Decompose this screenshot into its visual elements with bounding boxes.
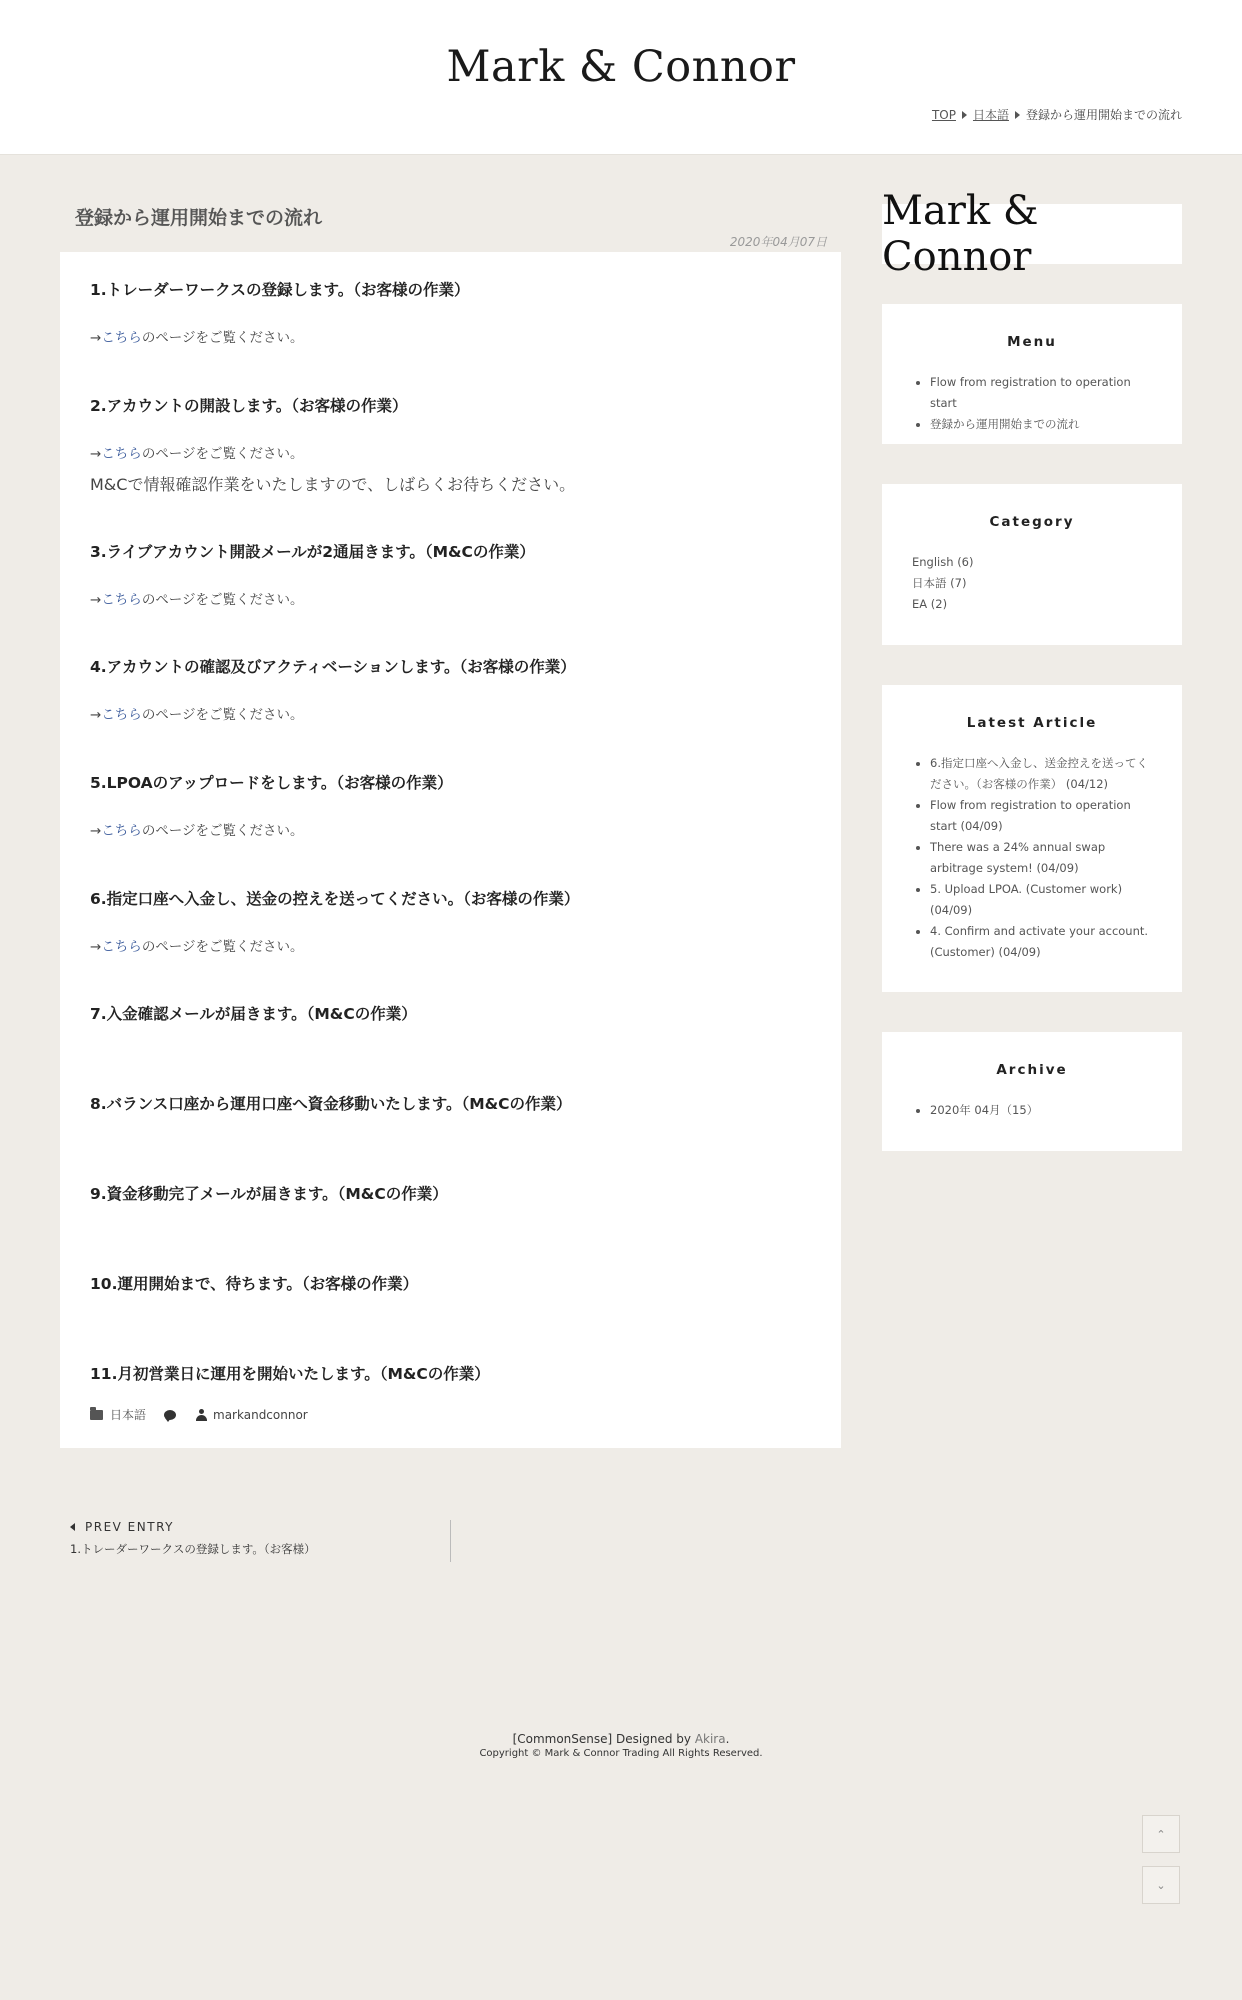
menu-widget bbox=[882, 304, 1182, 444]
category-link[interactable]: 日本語 bbox=[110, 1408, 147, 1422]
article-body bbox=[60, 252, 841, 1448]
latest-article-link[interactable]: 4. Confirm and activate your account. (Customer) bbox=[930, 924, 1149, 959]
step-heading: 11.月初営業日に運用を開始いたします。（M&Cの作業） bbox=[90, 1365, 490, 1383]
step-section bbox=[90, 1002, 820, 1024]
latest-article-item: • 6.指定口座へ入金し、送金控えを送ってください。（お客様の作業） (04/12) bbox=[930, 753, 1152, 795]
latest-article-item: • 5. Upload LPOA. (Customer work) (04/09) bbox=[930, 879, 1152, 921]
step-link[interactable]: こちら bbox=[101, 446, 142, 462]
archive-widget bbox=[882, 1032, 1182, 1151]
article-meta bbox=[90, 1406, 308, 1423]
prev-entry-label: PREV ENTRY bbox=[70, 1520, 450, 1534]
latest-article-item: • There was a 24% annual swap arbitrage system! (04/09) bbox=[930, 837, 1152, 879]
latest-article-link[interactable]: Flow from registration to operation start bbox=[930, 798, 1131, 833]
step-section bbox=[90, 1362, 820, 1384]
footer-copyright: Copyright © Mark & Connor Trading All Rights Reserved. bbox=[479, 1748, 763, 1759]
step-link[interactable]: こちら bbox=[101, 939, 142, 955]
category-link[interactable]: EA bbox=[912, 597, 928, 611]
step-note: M&Cで情報確認作業をいたしますので、しばらくお待ちください。 bbox=[90, 475, 576, 494]
step-heading: 5.LPOAのアップロードをします。（お客様の作業） bbox=[90, 774, 453, 792]
step-heading: 6.指定口座へ入金し、送金の控えを送ってください。（お客様の作業） bbox=[90, 890, 580, 908]
category-item: EA (2) bbox=[912, 597, 948, 611]
step-section bbox=[90, 278, 820, 346]
prev-entry-title[interactable]: 1.トレーダーワークスの登録します。（お客様） bbox=[70, 1542, 316, 1556]
latest-article-link[interactable]: 5. Upload LPOA. (Customer work) bbox=[930, 882, 1123, 896]
scroll-top-button[interactable] bbox=[1142, 1815, 1180, 1853]
step-link[interactable]: こちら bbox=[101, 707, 142, 723]
footer-credit: [CommonSense] Designed by Akira. bbox=[512, 1732, 730, 1746]
menu-item bbox=[930, 414, 1152, 435]
latest-article-item: • 4. Confirm and activate your account. (Customer) (04/09) bbox=[930, 921, 1152, 963]
breadcrumb-category-link[interactable]: 日本語 bbox=[972, 108, 1009, 122]
caret-right-icon bbox=[962, 111, 967, 119]
menu-link[interactable]: Flow from registration to operation start bbox=[930, 375, 1131, 410]
widget-title: Menu bbox=[1007, 334, 1057, 350]
chevron-down-icon: ⌄ bbox=[1156, 1878, 1166, 1892]
widget-title: Archive bbox=[996, 1062, 1068, 1078]
breadcrumb bbox=[932, 106, 1182, 123]
latest-article-link[interactable]: 6.指定口座へ入金し、送金控えを送ってください。（お客様の作業） bbox=[930, 756, 1148, 791]
category-item: 日本語 (7) bbox=[912, 576, 967, 590]
step-heading: 9.資金移動完了メールが届きます。（M&Cの作業） bbox=[90, 1185, 448, 1203]
step-heading: 10.運用開始まで、待ちます。（お客様の作業） bbox=[90, 1275, 419, 1293]
scroll-bottom-button[interactable] bbox=[1142, 1866, 1180, 1904]
caret-right-icon bbox=[1015, 111, 1020, 119]
step-heading: 7.入金確認メールが届きます。（M&Cの作業） bbox=[90, 1005, 417, 1023]
step-heading: 3.ライブアカウント開設メールが2通届きます。（M&Cの作業） bbox=[90, 543, 535, 561]
step-reference: →こちらのページをご覧ください。 bbox=[90, 823, 304, 839]
step-section bbox=[90, 1092, 820, 1114]
site-title[interactable]: Mark & Connor bbox=[446, 42, 796, 92]
chevron-up-icon: ⌃ bbox=[1156, 1827, 1166, 1841]
designer-link[interactable]: Akira bbox=[694, 1732, 726, 1746]
menu-link[interactable]: 登録から運用開始までの流れ bbox=[930, 417, 1080, 431]
category-list bbox=[882, 552, 1182, 615]
author-name: markandconnor bbox=[213, 1407, 308, 1422]
caret-left-icon bbox=[70, 1523, 75, 1531]
step-link[interactable]: こちら bbox=[101, 592, 142, 608]
category-widget bbox=[882, 484, 1182, 645]
category-item: English (6) bbox=[912, 555, 974, 569]
latest-article-item: • Flow from registration to operation start (04/09) bbox=[930, 795, 1152, 837]
comment-icon[interactable] bbox=[164, 1410, 176, 1420]
user-icon bbox=[196, 1409, 207, 1421]
step-section bbox=[90, 394, 820, 495]
sidebar-logo[interactable]: Mark & Connor bbox=[882, 204, 1182, 264]
archive-item bbox=[930, 1100, 1152, 1121]
post-date: 2020年04月07日 bbox=[729, 235, 827, 249]
latest-article-list bbox=[882, 753, 1182, 963]
step-reference: →こちらのページをご覧ください。 bbox=[90, 330, 304, 346]
latest-article-widget bbox=[882, 685, 1182, 992]
step-section bbox=[90, 771, 820, 839]
post-title: 登録から運用開始までの流れ bbox=[75, 207, 323, 229]
step-heading: 4.アカウントの確認及びアクティベーションします。（お客様の作業） bbox=[90, 658, 576, 676]
menu-list bbox=[882, 372, 1182, 435]
step-section bbox=[90, 540, 820, 608]
step-section bbox=[90, 655, 820, 723]
breadcrumb-current: 登録から運用開始までの流れ bbox=[1025, 108, 1182, 122]
step-section bbox=[90, 887, 820, 955]
step-link[interactable]: こちら bbox=[101, 823, 142, 839]
step-reference: →こちらのページをご覧ください。 bbox=[90, 707, 304, 723]
archive-list bbox=[882, 1100, 1182, 1121]
step-reference: →こちらのページをご覧ください。 bbox=[90, 446, 304, 462]
folder-icon bbox=[90, 1410, 103, 1420]
archive-link[interactable]: 2020年 04月（15） bbox=[930, 1103, 1039, 1117]
step-heading: 8.バランス口座から運用口座へ資金移動いたします。（M&Cの作業） bbox=[90, 1095, 572, 1113]
menu-item bbox=[930, 372, 1152, 414]
category-link[interactable]: 日本語 bbox=[912, 576, 947, 590]
widget-title: Category bbox=[989, 514, 1075, 530]
site-header bbox=[0, 0, 1242, 155]
widget-title: Latest Article bbox=[966, 715, 1098, 731]
prev-entry[interactable] bbox=[70, 1520, 451, 1562]
step-reference: →こちらのページをご覧ください。 bbox=[90, 592, 304, 608]
step-reference: →こちらのページをご覧ください。 bbox=[90, 939, 304, 955]
step-link[interactable]: こちら bbox=[101, 330, 142, 346]
step-heading: 1.トレーダーワークスの登録します。（お客様の作業） bbox=[90, 281, 470, 299]
step-section bbox=[90, 1182, 820, 1204]
breadcrumb-top-link[interactable]: TOP bbox=[931, 107, 956, 122]
category-link[interactable]: English bbox=[912, 555, 954, 569]
step-section bbox=[90, 1272, 820, 1294]
latest-article-link[interactable]: There was a 24% annual swap arbitrage system! bbox=[930, 840, 1106, 875]
step-heading: 2.アカウントの開設します。（お客様の作業） bbox=[90, 397, 408, 415]
